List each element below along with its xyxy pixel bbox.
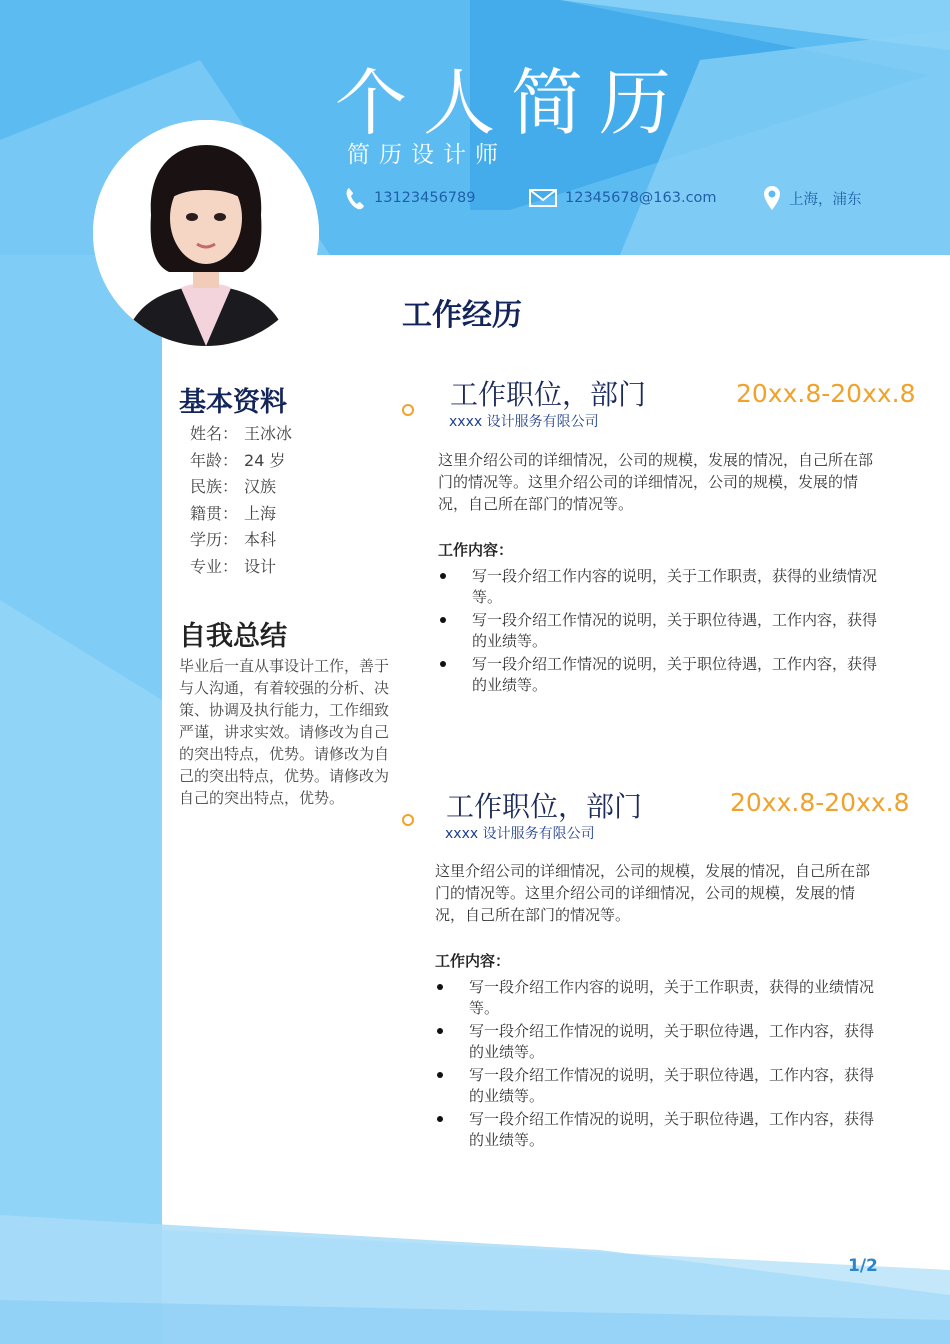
job-date: 20xx.8-20xx.8 (736, 379, 916, 408)
contact-email (529, 183, 717, 213)
list-item: 写一段介绍工作情况的说明，关于职位待遇，工作内容，获得的业绩等。 (435, 1065, 885, 1106)
info-row-ethnicity: 民族： 汉族 (190, 477, 277, 496)
job-description: 这里介绍公司的详细情况，公司的规模，发展的情况，自己所在部门的情况等。这里介绍公司的详细情况，公司的规模，发展的情况，自己所在部门的情况等。 (438, 451, 874, 513)
list-item: 写一段介绍工作内容的说明，关于工作职责，获得的业绩情况等。 (438, 566, 888, 607)
list-item: 写一段介绍工作情况的说明，关于职位待遇，工作内容，获得的业绩等。 (438, 654, 888, 695)
job-content-label: 工作内容： (438, 541, 514, 559)
contact-phone (344, 183, 475, 213)
list-item: 写一段介绍工作内容的说明，关于工作职责，获得的业绩情况等。 (435, 977, 885, 1018)
location-text: 上海，浦东 (789, 191, 862, 208)
timeline-dot (402, 814, 414, 826)
job-position: 工作职位，部门 (450, 378, 647, 411)
info-row-age: 年龄： 24 岁 (190, 450, 286, 470)
phone-number: 13123456789 (374, 190, 476, 206)
self-summary-heading: 自我总结 (179, 621, 287, 652)
timeline-dot (402, 404, 414, 416)
info-row-name: 姓名： 王冰冰 (190, 424, 293, 443)
contact-location (763, 183, 862, 213)
list-item: 写一段介绍工作情况的说明，关于职位待遇，工作内容，获得的业绩等。 (438, 610, 888, 651)
basic-info-list (190, 421, 292, 580)
job-content-list (435, 977, 885, 1153)
job-description: 这里介绍公司的详细情况，公司的规模，发展的情况，自己所在部门的情况等。这里介绍公司的详细情况，公司的规模，发展的情况，自己所在部门的情况等。 (435, 862, 871, 924)
page-number: 1/2 (848, 1256, 878, 1276)
job-date: 20xx.8-20xx.8 (730, 788, 910, 817)
work-experience-heading: 工作经历 (402, 298, 522, 333)
job-content-list (438, 566, 888, 698)
list-item: 写一段介绍工作情况的说明，关于职位待遇，工作内容，获得的业绩等。 (435, 1109, 885, 1150)
resume-title: 个人简历 (335, 61, 688, 145)
basic-info-heading: 基本资料 (179, 387, 287, 418)
info-row-education: 学历： 本科 (190, 530, 277, 549)
self-summary-text: 毕业后一直从事设计工作，善于与人沟通，有着较强的分析、决策、协调及执行能力，工作细致严谨，讲求实效。请修改为自己的突出特点，优势。请修改为自己的突出特点，优势。请修改为自己的突出特点，优势。 (179, 657, 390, 807)
location-pin-icon (763, 185, 781, 211)
job-content-label: 工作内容： (435, 952, 511, 970)
list-item: 写一段介绍工作情况的说明，关于职位待遇，工作内容，获得的业绩等。 (435, 1021, 885, 1062)
profile-photo (93, 120, 319, 346)
job-position: 工作职位，部门 (446, 790, 643, 823)
info-row-major: 专业： 设计 (190, 556, 277, 576)
email-address: 12345678@163.com (565, 190, 717, 206)
email-icon (529, 188, 557, 208)
portrait-illustration (93, 120, 319, 346)
job-company: xxxx 设计服务有限公司 (449, 414, 599, 430)
info-row-hometown: 籍贯： 上海 (190, 503, 277, 523)
job-company: xxxx 设计服务有限公司 (445, 826, 595, 842)
resume-subtitle: 简历设计师 (347, 142, 507, 168)
phone-icon (344, 186, 366, 210)
